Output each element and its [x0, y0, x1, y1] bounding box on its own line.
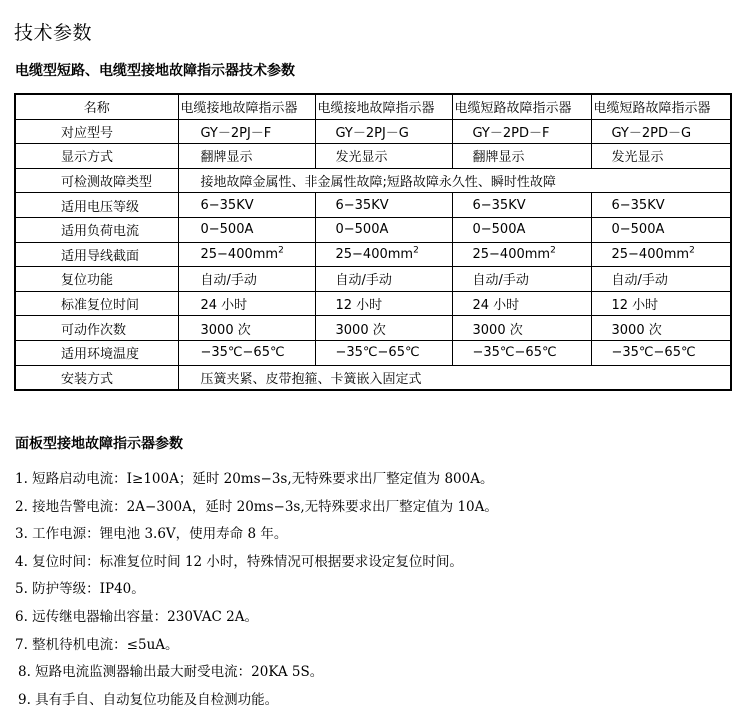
table-row — [15, 217, 731, 242]
cell-fault-type: 接地故障金属性、非金属性故障;短路故障永久性、瞬时性故障 — [178, 168, 731, 193]
cell-cross-section-3: $25-400mm^2$ — [452, 242, 591, 267]
cell-reset-2: 自动/手动 — [315, 267, 452, 292]
cell-temperature-1: −35℃−65℃ — [178, 340, 315, 365]
table-row — [15, 365, 731, 390]
cell-reset-time-1: 24 小时 — [178, 291, 315, 316]
specs-table — [14, 93, 732, 391]
table-row — [15, 291, 731, 316]
table-header-row — [15, 94, 731, 119]
parameter-list — [15, 466, 498, 714]
cell-display-1: 翻牌显示 — [178, 144, 315, 169]
row-label: 可检测故障类型 — [15, 168, 178, 193]
cell-reset-4: 自动/手动 — [591, 267, 731, 292]
cell-display-2: 发光显示 — [315, 144, 452, 169]
cell-operations-2: 3000 次 — [315, 316, 452, 341]
list-item: 4. 复位时间：标准复位时间 12 小时，特殊情况可根据要求设定复位时间。 — [15, 553, 463, 570]
row-label: 适用负荷电流 — [15, 217, 178, 242]
cell-operations-3: 3000 次 — [452, 316, 591, 341]
table-row — [15, 340, 731, 365]
page-title: 技术参数 — [14, 22, 93, 44]
row-label: 可动作次数 — [15, 316, 178, 341]
cell-temperature-2: −35℃−65℃ — [315, 340, 452, 365]
cell-cross-section-4: $25-400mm^2$ — [591, 242, 731, 267]
cell-voltage-3: 6−35KV — [452, 193, 591, 218]
list-item: 7. 整机待机电流：≤5uA。 — [15, 636, 179, 653]
header-col-3: 电缆短路故障指示器 — [452, 94, 591, 119]
cell-voltage-4: 6−35KV — [591, 193, 731, 218]
section-title-panel-indicator: 面板型接地故障指示器参数 — [15, 436, 183, 452]
row-label: 显示方式 — [15, 144, 178, 169]
cell-temperature-3: −35℃−65℃ — [452, 340, 591, 365]
table-row — [15, 242, 731, 267]
cell-reset-3: 自动/手动 — [452, 267, 591, 292]
cell-voltage-2: 6−35KV — [315, 193, 452, 218]
row-label: 复位功能 — [15, 267, 178, 292]
table-row — [15, 316, 731, 341]
table-row — [15, 267, 731, 292]
list-item: 2. 接地告警电流：2A−300A，延时 20ms−3s,无特殊要求出厂整定值为 10A。 — [15, 498, 498, 515]
list-item: 3. 工作电源：锂电池 3.6V，使用寿命 8 年。 — [15, 526, 288, 543]
list-item: 6. 远传继电器输出容量：230VAC 2A。 — [15, 608, 258, 625]
header-name: 名称 — [15, 94, 178, 119]
cell-reset-1: 自动/手动 — [178, 267, 315, 292]
header-col-4: 电缆短路故障指示器 — [591, 94, 731, 119]
cell-model-4: GY－2PD－G — [591, 119, 731, 144]
cell-reset-time-4: 12 小时 — [591, 291, 731, 316]
cell-temperature-4: −35℃−65℃ — [591, 340, 731, 365]
row-label: 适用导线截面 — [15, 242, 178, 267]
cell-model-3: GY－2PD－F — [452, 119, 591, 144]
table-row — [15, 144, 731, 169]
cell-operations-4: 3000 次 — [591, 316, 731, 341]
cell-operations-1: 3000 次 — [178, 316, 315, 341]
cell-reset-time-3: 24 小时 — [452, 291, 591, 316]
list-item: 8. 短路电流监测器输出最大耐受电流：20KA 5S。 — [18, 664, 324, 681]
section-title-cable-indicators: 电缆型短路、电缆型接地故障指示器技术参数 — [15, 63, 295, 79]
cell-cross-section-2: $25-400mm^2$ — [315, 242, 452, 267]
list-item: 9. 具有手自、自动复位功能及自检测功能。 — [18, 691, 279, 708]
cell-reset-time-2: 12 小时 — [315, 291, 452, 316]
table-row — [15, 193, 731, 218]
table-row — [15, 119, 731, 144]
header-col-1: 电缆接地故障指示器 — [178, 94, 315, 119]
cell-current-1: 0−500A — [178, 217, 315, 242]
row-label: 适用电压等级 — [15, 193, 178, 218]
cell-voltage-1: 6−35KV — [178, 193, 315, 218]
row-label: 标准复位时间 — [15, 291, 178, 316]
table-row — [15, 168, 731, 193]
row-label: 对应型号 — [15, 119, 178, 144]
cell-model-1: GY－2PJ－F — [178, 119, 315, 144]
cell-cross-section-1: $25-400mm^2$ — [178, 242, 315, 267]
list-item: 1. 短路启动电流：I≥100A；延时 20ms−3s,无特殊要求出厂整定值为 800A。 — [15, 471, 494, 487]
cell-current-3: 0−500A — [452, 217, 591, 242]
cell-model-2: GY－2PJ－G — [315, 119, 452, 144]
cell-display-3: 翻牌显示 — [452, 144, 591, 169]
row-label: 适用环境温度 — [15, 340, 178, 365]
header-col-2: 电缆接地故障指示器 — [315, 94, 452, 119]
cell-current-4: 0−500A — [591, 217, 731, 242]
list-item: 5. 防护等级：IP40。 — [15, 581, 145, 598]
cell-current-2: 0−500A — [315, 217, 452, 242]
cell-display-4: 发光显示 — [591, 144, 731, 169]
row-label: 安装方式 — [15, 365, 178, 390]
cell-install: 压簧夹紧、皮带抱箍、卡簧嵌入固定式 — [178, 365, 731, 390]
